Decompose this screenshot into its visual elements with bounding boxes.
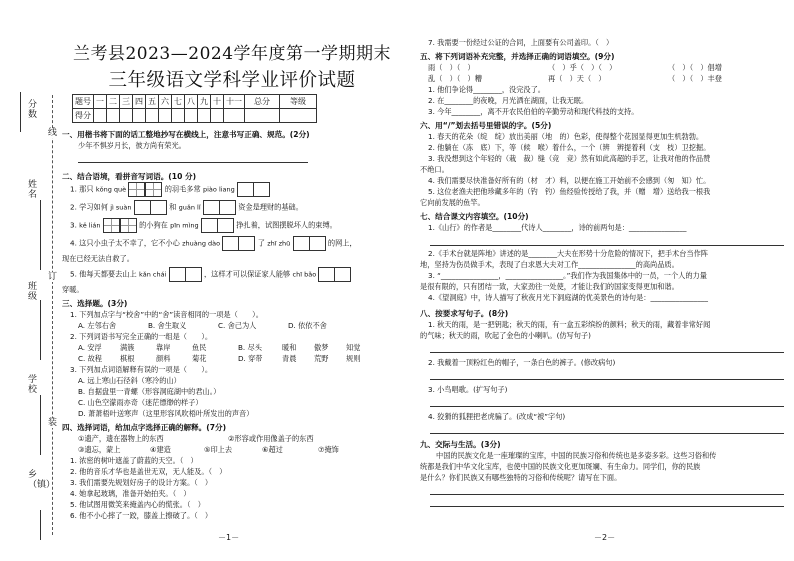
score-fill-line <box>20 92 21 132</box>
sentence-q1-line[interactable] <box>430 341 784 353</box>
q-text: 的羽毛多常 <box>164 184 201 194</box>
choice-q3: 3. 下列加点词语解释有误的一项是（ ）。 <box>70 365 213 374</box>
meaning-option: ①遗产，遗在器物上的东西 <box>78 434 164 443</box>
score-cell[interactable] <box>159 109 172 123</box>
name-fill-line <box>40 200 41 270</box>
q-text: 4. 这只小虫子太不幸了，它不小心 <box>70 238 180 248</box>
pinyin: chī bǎo <box>292 270 317 279</box>
fill-q3: 3. “________________，________________。”我们作为我国集体中的一员，一个人的力量 <box>428 271 707 280</box>
culture-para-1: 中国的民族文化是一座璀璨的宝库，中国的民族习俗和传统也是多姿多彩。这些习俗和传 <box>436 451 717 460</box>
idiom-blank[interactable]: （ ）（ ）丰登 <box>668 74 722 83</box>
meaning-q6: 6. 他不小心摔了一跤，膝盖上擦破了。（ ） <box>70 511 213 520</box>
page-1 <box>62 0 402 521</box>
score-col: 五 <box>146 95 159 109</box>
meaning-q2: 2. 他的音乐才华也是盖世无双，无人能及。（ ） <box>70 467 227 476</box>
wrong-char-q2: 2. 他躺在（冻 底）下，等（候 喉）着什么，一个（辨 辨提着利（支 枝）卫挖掘。 <box>428 143 711 152</box>
option[interactable]: A. 左邻右舍 <box>78 321 117 330</box>
class-fill-line <box>40 300 41 360</box>
idiom-blank[interactable]: （ ）乎（ ）（ ） <box>548 63 617 72</box>
label-class: 班级 <box>28 282 38 302</box>
culture-answer-line-1[interactable] <box>430 483 784 495</box>
meaning-row-2 <box>62 444 402 455</box>
answer-boxes[interactable] <box>237 182 270 197</box>
score-cell[interactable] <box>224 109 245 123</box>
idiom-q3: 3. 今年________，离不开农民伯伯的辛勤劳动和现代科技的支持。 <box>428 107 639 116</box>
meaning-q3: 3. 我们需要先规划好房子的设计方案。（ ） <box>70 478 213 487</box>
option-word: 颜料 <box>156 354 171 363</box>
section-6-title: 六、用“/”划去括号里错误的字。(5分) <box>420 121 552 130</box>
copy-sentence: 少年不惧岁月长，彼方尚有荣光。 <box>78 141 186 150</box>
q-text: 资金是理财的基础。 <box>238 202 303 212</box>
sentence-q1-cont: 的气味；秋天的雨，吹起了金色的小喇叭。(仿写句子) <box>420 331 591 340</box>
score-col: 一 <box>94 95 107 109</box>
pinyin: kǒng què <box>95 185 127 194</box>
score-col: 十 <box>211 95 224 109</box>
pinyin: zhī zhū <box>267 239 291 248</box>
exam-title-line1: 兰考县2023—2024学年度第一学期期末 <box>72 44 392 64</box>
answer-boxes[interactable] <box>318 267 351 282</box>
choice-q1: 1. 下列加点字与“校舍”中的“舍”读音相同的一项是（ ）。 <box>70 310 263 319</box>
q-text: 了 <box>257 238 265 248</box>
answer-boxes[interactable] <box>134 200 167 215</box>
culture-para-2: 统都是我们中华文化宝库，也使中国的民族文化更加斑斓、有生命力。同学们，你的民族 <box>420 462 701 471</box>
score-table <box>72 94 317 123</box>
idiom-q2: 2. 在________的夜晚，月光洒在湖面，让我无眠。 <box>428 96 589 105</box>
pinyin-q4 <box>62 236 402 251</box>
q-text: 的网上， <box>327 238 357 248</box>
town-fill-line <box>40 510 41 540</box>
section-9-title: 九、交际与生活。(3分) <box>420 440 501 449</box>
score-col: 二 <box>107 95 120 109</box>
score-col: 十一 <box>224 95 245 109</box>
sentence-q4: 4. 狡猾的狐狸把老虎骗了。(改成“被”字句) <box>428 412 566 421</box>
label-school: 学校 <box>28 375 38 395</box>
meaning-option: ⑤印上去 <box>204 445 233 454</box>
meaning-option: ③遗忘，蒙上 <box>78 445 121 454</box>
idiom-row-1 <box>420 62 790 73</box>
score-cell[interactable] <box>172 109 185 123</box>
idiom-row-2 <box>420 73 790 84</box>
section-8-title: 八、按要求写句子。(8分) <box>420 309 509 318</box>
copy-answer-line[interactable] <box>78 151 308 163</box>
answer-boxes[interactable] <box>203 200 236 215</box>
score-cell[interactable] <box>107 109 120 123</box>
wrong-char-q3-cont: 不绝口。 <box>420 165 449 174</box>
section-2-title: 二、结合语境，看拼音写词语。(10 分) <box>62 172 197 181</box>
choice-q3-option-a[interactable]: A. 远上寒山石径斜（寒冷的山） <box>78 376 181 385</box>
q-text: 挣扎着，试图摆脱坏人的束缚。 <box>236 220 337 230</box>
pinyin: kǎn chái <box>138 270 167 279</box>
choice-q2-row2 <box>62 353 402 364</box>
pinyin-q5-cont: 穿暖。 <box>62 285 84 294</box>
page-number-2: －2－ <box>594 533 616 542</box>
meaning-q7: 7. 我需要一份经过公证的合同，上面要有公司盖印。（ ） <box>428 38 614 47</box>
option-word: 鱼民 <box>192 343 207 352</box>
option-word: 暖和 <box>282 343 297 352</box>
section-5-title: 五、将下列词语补充完整，并选择正确的词语填空。(9分) <box>420 52 615 61</box>
pinyin: guǎn lǐ <box>178 203 201 212</box>
culture-answer-line-2[interactable] <box>430 495 784 507</box>
answer-boxes[interactable] <box>293 236 326 251</box>
section-3-title: 三、选择题。(3分) <box>62 299 128 308</box>
option[interactable]: D. 依依不舍 <box>288 321 327 330</box>
q-text: ，这样才可以保证家人能够 <box>203 269 291 279</box>
idiom-blank[interactable]: 再（ ）天（ ） <box>548 74 606 83</box>
meaning-row-1 <box>62 433 402 444</box>
option-word: 规则 <box>346 354 361 363</box>
idiom-blank[interactable]: （ ）（ ）倡增 <box>668 63 722 72</box>
score-header-label: 题号 <box>73 95 94 109</box>
exam-title-line2: 三年级语文学科学业评价试题 <box>108 70 356 91</box>
option[interactable]: C. 故程 <box>78 354 102 363</box>
score-value-row <box>73 109 317 123</box>
label-score: 分数 <box>28 100 38 120</box>
choice-q2-row1 <box>62 342 402 353</box>
pinyin: zhuàng dào <box>182 239 221 248</box>
sentence-q1: 1. 秋天的雨，是一把钥匙；秋天的雨，有一盒五彩缤纷的颜料；秋天的雨，藏着非常好闻 <box>428 320 711 329</box>
fill-q3-cont: 是很有限的，只有团结一致，大家劲往一处使，才能让我们的国家变得更加和谐。 <box>420 282 679 291</box>
idiom-blank[interactable]: 雨（ ）（ ） <box>428 63 475 72</box>
score-col: 总分 <box>245 95 280 109</box>
option-word: 青晨 <box>282 354 297 363</box>
option[interactable]: B. 舍生取义 <box>148 321 187 330</box>
meaning-option: ⑦掩饰 <box>318 445 339 454</box>
q-text: 和 <box>169 202 177 212</box>
section-4-title: 四、选择词语，给加点字选择正确的解释。(7分) <box>62 423 227 432</box>
pinyin-q1 <box>62 182 402 197</box>
label-town: 乡（镇） <box>28 470 56 490</box>
fill-q2-cont: 地，坚持为伤员做手术，表现了白求恩大夫对工作________________的高尚品质。 <box>420 260 679 269</box>
score-col: 三 <box>120 95 133 109</box>
choice-q2: 2. 下列词语书写完全正确的一组是（ ）。 <box>70 332 213 341</box>
score-col: 九 <box>198 95 211 109</box>
score-cell[interactable] <box>120 109 133 123</box>
option-word: 棋根 <box>120 354 135 363</box>
score-cell[interactable] <box>133 109 146 123</box>
pinyin-q2 <box>62 200 402 215</box>
choice-q3-option-c[interactable]: C. 山色空濛雨亦奇（迷茫缥缈的样子） <box>78 398 203 407</box>
fill-q1-line[interactable] <box>430 234 784 246</box>
sentence-q3: 3. 小鸟唱歌。(扩写句子) <box>428 385 508 394</box>
score-col: 七 <box>172 95 185 109</box>
culture-para-3: 是什么？你们民族又有哪些独特的习俗和传统呢？请写在下面。 <box>420 473 622 482</box>
choice-q3-option-b[interactable]: B. 自据盘里一青螺（形容洞庭湖中的君山。） <box>78 387 221 396</box>
score-header-row <box>73 95 317 109</box>
cutline-zhuang: 装 <box>48 418 58 428</box>
sentence-q4-line[interactable] <box>430 422 784 434</box>
wrong-char-q1: 1. 春天的花朵（绽 绽）放出美丽（地 的）色彩，使得整个花园显得更加生机勃勃。 <box>428 132 704 141</box>
score-col: 四 <box>133 95 146 109</box>
fill-q1: 1.《山行》的作者是________代诗人________，诗的前两句是：________________ <box>428 223 687 232</box>
pinyin: pīn mìng <box>170 221 199 230</box>
wrong-char-q5: 5. 这位老渔夫把他珍藏多年的（钓 钓）鱼经验传授给了我，并（赠 增）送给我一根我 <box>428 187 711 196</box>
q-text: 1. 那只 <box>70 184 94 194</box>
option[interactable]: D. 穿带 <box>238 354 263 363</box>
sentence-q3-line[interactable] <box>430 395 784 407</box>
score-cell[interactable] <box>94 109 107 123</box>
score-cell[interactable] <box>280 109 317 123</box>
score-cell[interactable] <box>245 109 280 123</box>
score-cell[interactable] <box>211 109 224 123</box>
score-col: 八 <box>185 95 198 109</box>
binding-strip <box>0 0 60 561</box>
answer-boxes[interactable] <box>222 236 255 251</box>
answer-boxes[interactable] <box>103 218 137 233</box>
choice-q3-option-d[interactable]: D. 萧萧梧叶送寒声（这里形容风吹梧叶所发出的声音） <box>78 409 254 418</box>
score-value-label: 得分 <box>73 109 94 123</box>
pinyin-q5 <box>62 267 402 282</box>
idiom-q1: 1. 他们争论得________，没完没了。 <box>428 85 545 94</box>
meaning-q1: 1. 浓密的树叶遮盖了蔚蓝的天空。（ ） <box>70 456 198 465</box>
option[interactable]: B. 尽头 <box>238 343 262 352</box>
pinyin: jì suàn <box>110 203 132 212</box>
option-word: 知觉 <box>346 343 361 352</box>
page-2 <box>420 37 790 507</box>
q-text: 3. <box>70 220 77 230</box>
pinyin: kě lián <box>79 221 101 230</box>
q-text: 5. 他每天都要去山上 <box>70 269 137 279</box>
choice-q1-options <box>62 320 402 331</box>
answer-boxes[interactable] <box>128 182 162 197</box>
meaning-q5: 5. 他试图用微笑来掩盖内心的慌张。（ ） <box>70 500 205 509</box>
wrong-char-q5-cont: 它向前发展的鱼竿。 <box>420 198 485 207</box>
page-number-1: －1－ <box>218 533 240 542</box>
option-word: 菊花 <box>192 354 207 363</box>
answer-boxes[interactable] <box>169 267 202 282</box>
q-text: 的小狗在 <box>139 220 168 230</box>
school-fill-line <box>40 395 41 455</box>
cutline-xian: 线 <box>48 128 58 138</box>
label-name: 姓名 <box>28 180 38 200</box>
option-word: 靠岸 <box>156 343 171 352</box>
sentence-q2: 2. 我戴着一顶粉红色的帽子，一条白色的裤子。(修改病句) <box>428 358 616 367</box>
section-7-title: 七、结合课文内容填空。(10分) <box>420 212 529 221</box>
pinyin-q3 <box>62 218 402 233</box>
meaning-q4: 4. 她拿起玻璃，准备开始拍夹。（ ） <box>70 489 191 498</box>
sentence-q2-line[interactable] <box>430 368 784 380</box>
wrong-char-q3: 3. 我没想到这个年轻的（栽 裁）缝（竞 竞）然有如此高超的手艺，让我对他的作品赞 <box>428 154 711 163</box>
score-cell[interactable] <box>185 109 198 123</box>
option-word: 荒野 <box>314 354 329 363</box>
fill-q4: 4.《望洞庭》中，诗人描写了秋夜月光下洞庭湖的优美景色的诗句是：________________ <box>428 293 708 302</box>
fill-q2: 2.《手术台就是阵地》讲述的是________大夫在形势十分危险的情况下，把手术台当作阵 <box>428 249 708 258</box>
meaning-option: ⑥超过 <box>262 445 283 454</box>
answer-boxes[interactable] <box>201 218 234 233</box>
wrong-char-q4: 4. 我们需要尽快准备好所有的（材 才）料，以便在施工开始前不会感到（匆 知）忙。 <box>428 176 711 185</box>
section-1-title: 一、用楷书将下面的话工整地抄写在横线上，注意书写正确、规范。(2分) <box>62 130 310 139</box>
q-text: 2. 学习如何 <box>70 202 108 212</box>
option-word: 满簇 <box>120 343 135 352</box>
option-word: 傲梦 <box>314 343 329 352</box>
meaning-option: ②形容或作用像盖子的东西 <box>228 434 314 443</box>
option[interactable]: A. 安浮 <box>78 343 102 352</box>
meaning-option: ④建造 <box>150 445 171 454</box>
score-cell[interactable] <box>198 109 211 123</box>
pinyin: piào liang <box>202 185 235 194</box>
pinyin-q4-cont: 现在已经无法自救了。 <box>62 254 134 263</box>
cutline-ding: 订 <box>48 272 58 282</box>
score-cell[interactable] <box>146 109 159 123</box>
score-col: 六 <box>159 95 172 109</box>
score-col: 等级 <box>280 95 317 109</box>
cut-line <box>52 95 53 535</box>
idiom-blank[interactable]: 乱（ ）（ ）糟 <box>428 74 482 83</box>
option[interactable]: C. 舍己为人 <box>218 321 257 330</box>
